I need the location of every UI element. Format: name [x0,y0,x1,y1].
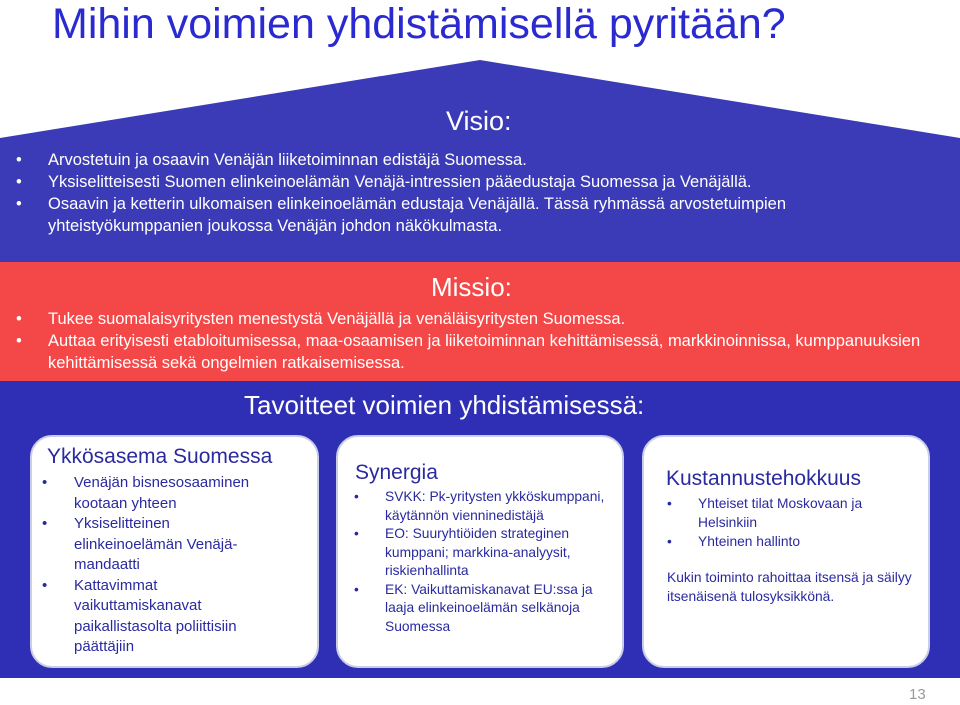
goal-box-heading: Ykkösasema Suomessa [47,445,273,468]
goal-item: • Venäjän bisnesosaaminen kootaan yhteen [42,473,272,514]
page-number: 13 [909,686,926,703]
missio-list [12,308,947,374]
goal-box-ykkosasema [30,435,319,668]
visio-list [12,149,942,237]
goal-box-heading: Kustannustehokkuus [666,467,861,490]
tavoitteet-heading: Tavoitteet voimien yhdistämisessä: [244,390,645,420]
missio-heading: Missio: [431,272,512,302]
goal-box-list [354,488,614,636]
goal-item: • Yhteinen hallinto [667,532,897,551]
missio-item: • Auttaa erityisesti etabloitumisessa, maa-osaamisen ja liiketoiminnan kehittämisessä, markkinoinnissa, kumppanuuksien kehittämisessä sekä ongelmien ratkaisemisessa. [12,330,947,374]
slide-title: Mihin voimien yhdistämisellä pyritään? [52,0,786,48]
goal-item: • EK: Vaikuttamiskanavat EU:ssa ja laaja elinkeinoelämän selkänoja Suomessa [354,581,614,637]
goal-item: • SVKK: Pk-yritysten ykköskumppani, käytännön vienninedistäjä [354,488,614,525]
goal-box-synergia [336,435,624,668]
goal-item: • Yksiselitteinen elinkeinoelämän Venäjä-mandaatti [42,514,272,576]
goal-box-kustannustehokkuus [642,435,930,668]
goal-item: • Yhteiset tilat Moskovaan ja Helsinkiin [667,494,897,532]
goal-item: • Kattavimmat vaikuttamiskanavat paikallistasolta poliittisiin päättäjiin [42,576,272,658]
goal-box-list [667,494,897,551]
missio-item: • Tukee suomalaisyritysten menestystä Venäjällä ja venäläisyritysten Suomessa. [12,308,947,330]
visio-heading: Visio: [446,106,512,136]
visio-item: • Osaavin ja ketterin ulkomaisen elinkeinoelämän edustaja Venäjällä. Tässä ryhmässä arvostetuimpien yhteistyökumppanien joukossa Venäjän johdon näkökulmasta. [12,193,942,237]
goal-box-list [42,473,272,658]
goal-box-heading: Synergia [355,461,438,484]
visio-item: • Arvostetuin ja osaavin Venäjän liiketoiminnan edistäjä Suomessa. [12,149,942,171]
goal-item: • EO: Suuryhtiöiden strateginen kumppani; markkina-analyysit, riskienhallinta [354,525,614,581]
visio-item: • Yksiselitteisesti Suomen elinkeinoelämän Venäjä-intressien pääedustaja Suomessa ja Venäjällä. [12,171,942,193]
goal-box-note: Kukin toiminto rahoittaa itsensä ja säilyy itsenäisenä tulosyksikkönä. [667,570,912,604]
